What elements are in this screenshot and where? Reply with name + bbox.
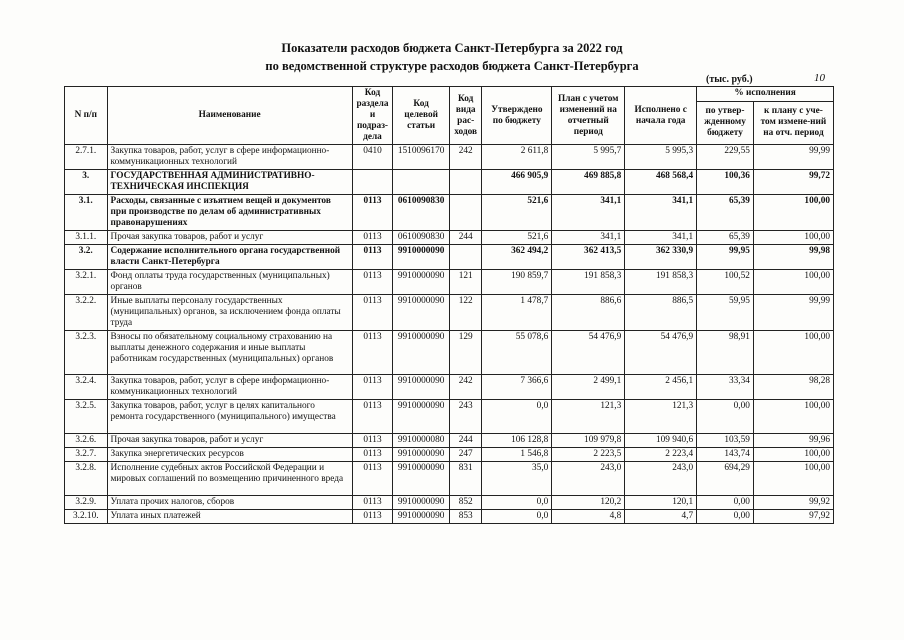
row-name: Содержание исполнительного органа государственной власти Санкт-Петербурга [107,245,352,270]
row-name: Закупка товаров, работ, услуг в целях капитального ремонта государственного (муниципального) имущества [107,400,352,434]
row-pct-approved: 33,34 [697,375,754,400]
row-number: 3.2.3. [65,331,108,375]
row-section-code: 0113 [352,510,393,524]
row-plan: 2 223,5 [552,448,625,462]
row-name: Уплата прочих налогов, сборов [107,496,352,510]
row-number: 3.2. [65,245,108,270]
row-type-code: 122 [449,295,481,331]
row-section-code: 0113 [352,448,393,462]
table-row [65,245,834,270]
row-name: Фонд оплаты труда государственных (муниципальных) органов [107,270,352,295]
row-target-code: 9910000090 [393,295,450,331]
row-target-code: 9910000090 [393,400,450,434]
row-plan: 243,0 [552,462,625,496]
header-name: Наименование [107,87,352,145]
row-name: Прочая закупка товаров, работ и услуг [107,434,352,448]
row-name: Закупка товаров, работ, услуг в сфере информационно-коммуникационных технологий [107,145,352,170]
row-executed: 468 568,4 [625,170,697,195]
row-approved: 0,0 [482,400,552,434]
row-pct-plan: 99,72 [753,170,833,195]
row-plan: 191 858,3 [552,270,625,295]
row-pct-approved: 229,55 [697,145,754,170]
row-pct-approved: 99,95 [697,245,754,270]
row-approved: 466 905,9 [482,170,552,195]
units-label: (тыс. руб.) [706,74,753,85]
row-number: 3.2.9. [65,496,108,510]
row-pct-plan: 100,00 [753,231,833,245]
row-pct-plan: 98,28 [753,375,833,400]
row-plan: 886,6 [552,295,625,331]
row-type-code [449,170,481,195]
row-approved: 1 478,7 [482,295,552,331]
row-section-code: 0113 [352,295,393,331]
row-pct-plan: 99,99 [753,295,833,331]
table-row [65,270,834,295]
row-number: 3.2.7. [65,448,108,462]
row-section-code: 0410 [352,145,393,170]
row-type-code: 852 [449,496,481,510]
row-pct-plan: 100,00 [753,195,833,231]
row-type-code: 244 [449,231,481,245]
row-approved: 0,0 [482,496,552,510]
row-pct-approved: 0,00 [697,510,754,524]
row-executed: 109 940,6 [625,434,697,448]
table-row [65,145,834,170]
row-name: Исполнение судебных актов Российской Федерации и мировых соглашений по возмещению причиненного вреда [107,462,352,496]
table-row [65,331,834,375]
row-number: 3.2.5. [65,400,108,434]
header-approved: Утверждено по бюджету [482,87,552,145]
row-number: 3.2.2. [65,295,108,331]
header-num: N п/п [65,87,108,145]
row-executed: 121,3 [625,400,697,434]
row-plan: 2 499,1 [552,375,625,400]
table-row [65,195,834,231]
row-name: Закупка энергетических ресурсов [107,448,352,462]
row-section-code: 0113 [352,231,393,245]
row-pct-plan: 99,99 [753,145,833,170]
row-pct-approved: 65,39 [697,195,754,231]
table-row [65,462,834,496]
row-number: 3.2.6. [65,434,108,448]
row-target-code: 1510096170 [393,145,450,170]
header-pct-plan: к плану с уче-том измене-ний на отч. период [753,101,833,145]
row-number: 3.2.8. [65,462,108,496]
row-target-code: 9910000090 [393,375,450,400]
row-section-code: 0113 [352,331,393,375]
row-target-code: 9910000080 [393,434,450,448]
row-pct-plan: 99,92 [753,496,833,510]
table-row [65,510,834,524]
row-pct-plan: 100,00 [753,400,833,434]
row-approved: 362 494,2 [482,245,552,270]
table-row [65,448,834,462]
row-number: 3. [65,170,108,195]
table-body [65,145,834,524]
row-pct-approved: 100,36 [697,170,754,195]
row-plan: 4,8 [552,510,625,524]
page-number: 10 [814,72,825,84]
row-target-code: 9910000090 [393,331,450,375]
row-pct-approved: 143,74 [697,448,754,462]
row-plan: 109 979,8 [552,434,625,448]
row-name: Уплата иных платежей [107,510,352,524]
row-approved: 106 128,8 [482,434,552,448]
table-row [65,375,834,400]
row-executed: 341,1 [625,195,697,231]
row-type-code: 121 [449,270,481,295]
row-pct-approved: 694,29 [697,462,754,496]
row-approved: 521,6 [482,195,552,231]
row-section-code: 0113 [352,375,393,400]
row-pct-approved: 98,91 [697,331,754,375]
row-target-code: 0610090830 [393,195,450,231]
row-approved: 2 611,8 [482,145,552,170]
row-pct-approved: 100,52 [697,270,754,295]
row-number: 3.1. [65,195,108,231]
row-plan: 469 885,8 [552,170,625,195]
row-number: 3.2.1. [65,270,108,295]
row-target-code: 9910000090 [393,510,450,524]
row-section-code: 0113 [352,245,393,270]
row-type-code: 244 [449,434,481,448]
row-target-code [393,170,450,195]
table-row [65,295,834,331]
row-approved: 190 859,7 [482,270,552,295]
header-section-code: Код раздела и подраз-дела [352,87,393,145]
row-name: Прочая закупка товаров, работ и услуг [107,231,352,245]
row-executed: 5 995,3 [625,145,697,170]
header-expense-type-code: Код вида рас-ходов [449,87,481,145]
row-plan: 120,2 [552,496,625,510]
row-approved: 521,6 [482,231,552,245]
row-number: 3.2.4. [65,375,108,400]
row-section-code [352,170,393,195]
row-pct-approved: 59,95 [697,295,754,331]
row-plan: 5 995,7 [552,145,625,170]
header-pct-approved: по утвер-жденному бюджету [697,101,754,145]
row-approved: 0,0 [482,510,552,524]
row-name: Взносы по обязательному социальному страхованию на выплаты денежного содержания и иные выплаты работникам государственных (муниципальных) органов [107,331,352,375]
header-plan: План с учетом изменений на отчетный период [552,87,625,145]
row-type-code: 242 [449,145,481,170]
row-executed: 191 858,3 [625,270,697,295]
row-type-code: 243 [449,400,481,434]
row-pct-plan: 97,92 [753,510,833,524]
table-row [65,170,834,195]
table-row [65,496,834,510]
row-plan: 362 413,5 [552,245,625,270]
row-section-code: 0113 [352,195,393,231]
document-title-line-1: Показатели расходов бюджета Санкт-Петербурга за 2022 год [281,41,623,55]
row-section-code: 0113 [352,462,393,496]
row-approved: 1 546,8 [482,448,552,462]
row-number: 2.7.1. [65,145,108,170]
row-pct-approved: 103,59 [697,434,754,448]
row-pct-plan: 100,00 [753,331,833,375]
row-name: Закупка товаров, работ, услуг в сфере информационно-коммуникационных технологий [107,375,352,400]
row-type-code: 831 [449,462,481,496]
row-plan: 341,1 [552,231,625,245]
row-name: Расходы, связанные с изъятием вещей и документов при производстве по делам об административных правонарушениях [107,195,352,231]
row-name: ГОСУДАРСТВЕННАЯ АДМИНИСТРАТИВНО-ТЕХНИЧЕСКАЯ ИНСПЕКЦИЯ [107,170,352,195]
row-executed: 886,5 [625,295,697,331]
row-section-code: 0113 [352,400,393,434]
row-name: Иные выплаты персоналу государственных (муниципальных) органов, за исключением фонда оплаты труда [107,295,352,331]
row-type-code: 129 [449,331,481,375]
table-row [65,400,834,434]
row-type-code [449,195,481,231]
row-approved: 55 078,6 [482,331,552,375]
row-type-code: 247 [449,448,481,462]
row-executed: 2 223,4 [625,448,697,462]
table-row [65,434,834,448]
header-executed: Исполнено с начала года [625,87,697,145]
row-executed: 2 456,1 [625,375,697,400]
row-type-code [449,245,481,270]
row-number: 3.2.10. [65,510,108,524]
row-pct-approved: 0,00 [697,400,754,434]
header-percent-group: % исполнения [697,87,834,102]
header-target-code: Код целевой статьи [393,87,450,145]
row-section-code: 0113 [352,434,393,448]
row-type-code: 242 [449,375,481,400]
row-target-code: 9910000090 [393,448,450,462]
row-executed: 54 476,9 [625,331,697,375]
row-plan: 121,3 [552,400,625,434]
row-target-code: 9910000090 [393,270,450,295]
row-pct-plan: 99,98 [753,245,833,270]
row-plan: 54 476,9 [552,331,625,375]
row-pct-approved: 65,39 [697,231,754,245]
row-approved: 7 366,6 [482,375,552,400]
row-target-code: 0610090830 [393,231,450,245]
row-executed: 120,1 [625,496,697,510]
row-pct-plan: 100,00 [753,270,833,295]
row-section-code: 0113 [352,270,393,295]
row-pct-approved: 0,00 [697,496,754,510]
row-pct-plan: 99,96 [753,434,833,448]
row-executed: 4,7 [625,510,697,524]
row-type-code: 853 [449,510,481,524]
row-target-code: 9910000090 [393,462,450,496]
row-number: 3.1.1. [65,231,108,245]
row-target-code: 9910000090 [393,496,450,510]
row-pct-plan: 100,00 [753,462,833,496]
expenditure-table [64,86,834,524]
row-executed: 362 330,9 [625,245,697,270]
row-approved: 35,0 [482,462,552,496]
row-plan: 341,1 [552,195,625,231]
row-target-code: 9910000090 [393,245,450,270]
table-row [65,231,834,245]
document-title-line-2: по ведомственной структуре расходов бюджета Санкт-Петербурга [265,59,639,73]
row-pct-plan: 100,00 [753,448,833,462]
row-executed: 243,0 [625,462,697,496]
row-section-code: 0113 [352,496,393,510]
row-executed: 341,1 [625,231,697,245]
